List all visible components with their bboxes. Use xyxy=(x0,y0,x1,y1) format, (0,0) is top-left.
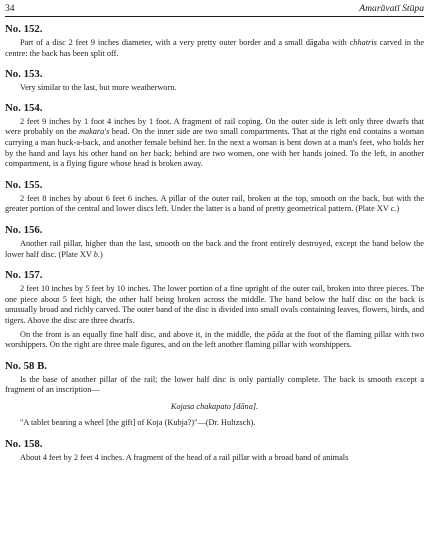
entry-paragraph: Part of a disc 2 feet 9 inches diameter, with a very pretty outer border and a small dāgaba with chhatris carved in the centre: the back has been split off. xyxy=(5,38,425,58)
entry-heading: No. 158. xyxy=(5,438,43,451)
entry-paragraph: On the front is an equally fine half disc, and above it, in the middle, the pāda at the foot of the flaming pillar with two worshippers. On the right are three male figures, and on the left another flaming pillar with worshippers. xyxy=(5,329,424,350)
entry-heading: No. 157. xyxy=(5,269,43,282)
entry-155 xyxy=(5,179,424,215)
entry-heading: No. 153. xyxy=(5,68,43,81)
entry-paragraph: About 4 feet by 2 feet 4 inches. A fragment of the head of a rail pillar with a broad band of animals xyxy=(20,453,349,463)
entry-heading: No. 156. xyxy=(5,223,43,236)
entry-156 xyxy=(5,224,424,260)
inscription-text: Kojasa chakapato [dāna]. xyxy=(170,401,259,411)
running-header xyxy=(5,3,424,17)
entry-paragraph: 2 feet 10 inches by 5 feet by 10 inches. The lower portion of a fine upright of the outer rail, broken into three pieces. The one piece about 5 feet high, the other half being broken across the middle. The band below the half disc on the back is unusually broad and richly carved. The outer band of the disc is divided into small ovals containing leaves, flowers, birds, and tigers. Above the disc are three dwarfs. xyxy=(5,284,424,325)
page-number: 34 xyxy=(5,3,15,14)
entry-heading: No. 58 B. xyxy=(5,359,47,372)
inscription-translation: "A tablet bearing a wheel [the gift] of Koja (Kubja?)"—(Dr. Hultzsch). xyxy=(20,418,256,428)
entry-153 xyxy=(5,68,424,94)
entry-heading: No. 152. xyxy=(5,23,43,35)
entry-158 xyxy=(5,438,424,464)
book-title: Amarāvatī Stūpa xyxy=(359,3,424,14)
entry-58b xyxy=(5,360,424,429)
entry-heading: No. 155. xyxy=(5,178,43,191)
entry-paragraph: Is the base of another pillar of the rail; the lower half disc is only partially complete. The back is smooth except a fragment of an inscription— xyxy=(5,374,424,395)
entry-154 xyxy=(5,102,424,170)
entry-heading: No. 154. xyxy=(5,101,43,114)
page-body xyxy=(5,17,424,464)
entry-paragraph: Another rail pillar, higher than the last, smooth on the back and the front entirely destroyed, except the band below the lower half disc. (Plate XV b.) xyxy=(5,238,424,259)
entry-paragraph: 2 feet 8 inches by about 6 feet 6 inches. A pillar of the outer rail, broken at the top, smooth on the back, but with the greater portion of the central and lower discs left. Under the latter is a band of pretty geometrical pattern. (Plate XV c.) xyxy=(5,193,424,214)
entry-paragraph: 2 feet 9 inches by 1 foot 4 inches by 1 foot. A fragment of rail coping. On the outer side is left only three dwarfs that were probably on the makara's head. On the inner side are two small compartments. That at the right end contains a woman carrying a man huck-a-back, and another female behind her. In the next a woman is bent down at a man's feet, who holds her by the hand and lays his other hand on her back; behind are two women, one with her hands joined. To the left, in another compartment, is a flying figure whose head is broken away. xyxy=(5,116,425,169)
entry-paragraph: Very similar to the last, but more weatherworn. xyxy=(20,83,177,93)
entry-152 xyxy=(5,23,424,59)
entry-157 xyxy=(5,269,424,351)
